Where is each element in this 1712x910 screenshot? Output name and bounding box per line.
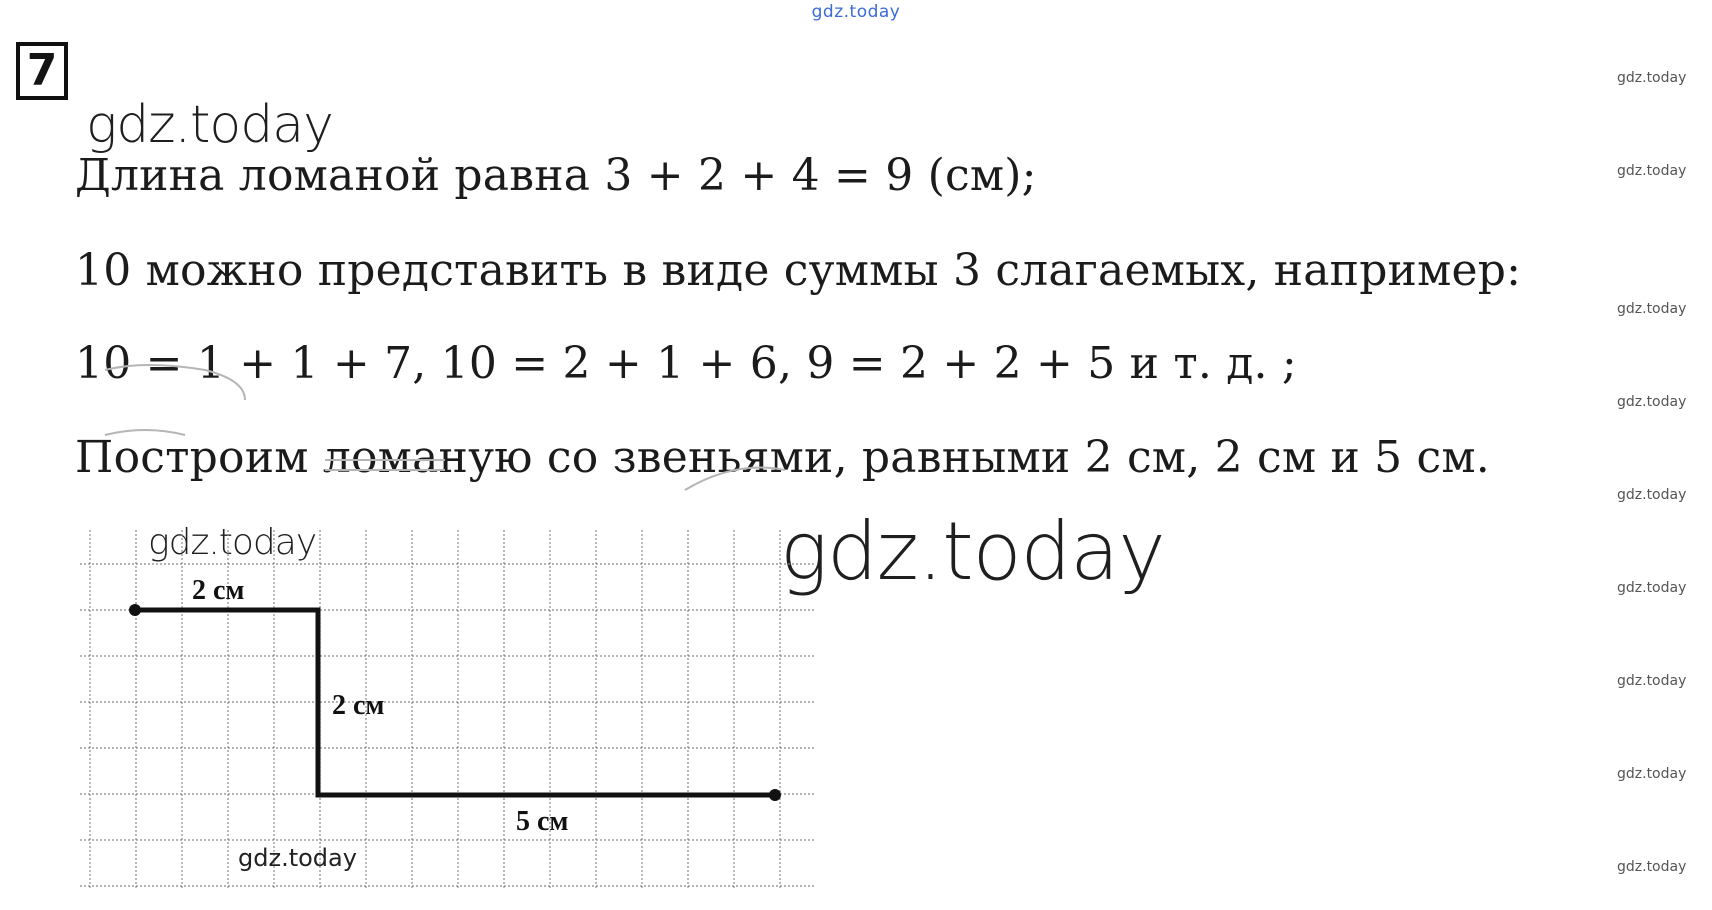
watermark-right: gdz.today	[1617, 859, 1687, 875]
segment-label-2: 2 см	[332, 690, 385, 721]
watermark-top: gdz.today	[811, 2, 901, 22]
watermark-right: gdz.today	[1617, 301, 1687, 317]
solution-line-1: Длина ломаной равна 3 + 2 + 4 = 9 (см);	[75, 150, 1037, 201]
solution-line-2: 10 можно представить в виде суммы 3 слагаемых, например:	[75, 245, 1522, 296]
polyline-start-point	[129, 604, 141, 616]
watermark-right: gdz.today	[1617, 580, 1687, 596]
watermark-figure: gdz.today	[148, 522, 317, 563]
polyline-end-point	[769, 789, 781, 801]
grid-svg	[80, 530, 825, 890]
grid-lines	[80, 530, 815, 890]
segment-label-3: 5 см	[516, 806, 569, 837]
solution-line-3: 10 = 1 + 1 + 7, 10 = 2 + 1 + 6, 9 = 2 + 2 + 5 и т. д. ;	[75, 338, 1297, 389]
watermark-center: gdz.today	[780, 505, 1165, 598]
watermark-right: gdz.today	[1617, 394, 1687, 410]
watermark-right: gdz.today	[1617, 673, 1687, 689]
watermark-right: gdz.today	[1617, 487, 1687, 503]
watermark-right: gdz.today	[1617, 70, 1687, 86]
task-number-box: 7	[16, 42, 68, 100]
polyline-figure	[80, 530, 825, 890]
segment-label-1: 2 см	[192, 575, 245, 606]
polyline	[135, 610, 775, 795]
watermark-right: gdz.today	[1617, 163, 1687, 179]
solution-line-4: Построим ломаную со звеньями, равными 2 см, 2 см и 5 см.	[75, 432, 1490, 483]
watermark-right: gdz.today	[1617, 766, 1687, 782]
watermark-figure-bottom: gdz.today	[238, 844, 357, 872]
watermark-header: gdz.today	[86, 95, 333, 155]
watermark-ghost-overlay	[85, 340, 1685, 510]
